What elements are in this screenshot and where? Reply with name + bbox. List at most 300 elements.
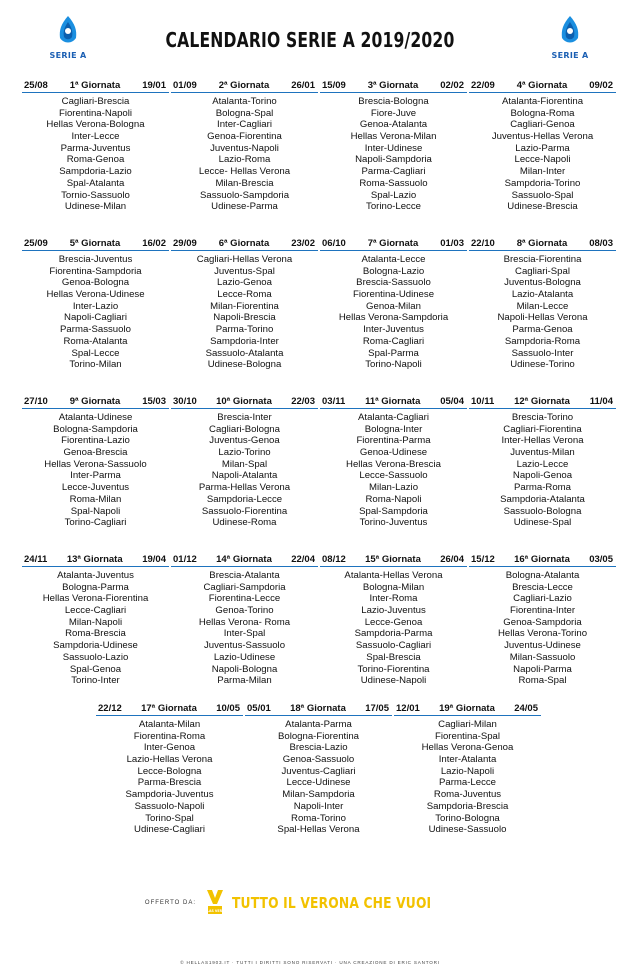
match-item: Genoa-Atalanta: [359, 119, 428, 131]
andata-date: 22/10: [471, 238, 495, 249]
match-item: Spal-Lazio: [370, 189, 417, 201]
match-item: Fiorentina-Spal: [434, 730, 501, 742]
match-item: Spal-Brescia: [366, 651, 421, 663]
match-item: Juventus-Napoli: [210, 142, 279, 154]
match-item: Udinese-Spal: [513, 517, 572, 529]
match-item: Atalanta-Hellas Verona: [344, 570, 443, 581]
match-item: Brescia-Inter: [217, 412, 272, 423]
match-item: Juventus-Cagliari: [281, 765, 356, 777]
match-item: Bologna-Fiorentina: [277, 730, 360, 742]
match-item: Hellas Verona-Fiorentina: [42, 593, 149, 605]
match-item: Torino-Milan: [69, 359, 122, 371]
round-block: [171, 80, 318, 218]
match-item: Torino-Spal: [145, 812, 194, 824]
match-item: Lecce-Napoli: [514, 154, 571, 166]
match-item: Spal-Atalanta: [66, 177, 125, 189]
match-item: Lazio-Juventus: [361, 605, 426, 617]
match-item: Milan-Brescia: [215, 177, 274, 189]
match-item: Inter-Roma: [369, 593, 418, 605]
round-header: [469, 396, 616, 409]
match-item: Brescia-Fiorentina: [503, 254, 582, 265]
match-item: Genoa-Udinese: [359, 447, 428, 459]
match-item: Brescia-Juventus: [58, 254, 133, 265]
round-header: [320, 554, 467, 567]
match-item: Torino-Napoli: [365, 359, 422, 371]
andata-date: 24/11: [24, 554, 48, 565]
match-item: Torino-Fiorentina: [357, 663, 430, 675]
match-item: Hellas Verona-Brescia: [346, 458, 441, 470]
match-item: Roma-Brescia: [65, 628, 126, 640]
match-item: Parma-Lecce: [438, 777, 497, 789]
round-name: 7ª Giornata: [367, 238, 419, 249]
match-item: Lazio-Roma: [218, 154, 271, 166]
match-item: Lazio-Napoli: [440, 765, 495, 777]
round-header: [469, 80, 616, 93]
match-item: Roma-Napoli: [365, 493, 422, 505]
ritorno-date: 10/05: [216, 703, 240, 714]
match-item: Udinese-Brescia: [507, 201, 578, 213]
match-item: Juventus-Hellas Verona: [491, 131, 594, 143]
round-name: 18ª Giornata: [290, 703, 346, 714]
match-item: Brescia-Atalanta: [209, 570, 280, 581]
page-title: CALENDARIO SERIE A 2019/2020: [165, 28, 455, 52]
match-item: Sampdoria-Udinese: [53, 640, 138, 652]
round-block: [320, 554, 467, 692]
rounds-last-row: [96, 703, 541, 836]
match-item: Sampdoria-Lazio: [59, 166, 132, 178]
round-name: 16ª Giornata: [514, 554, 570, 565]
match-item: Sampdoria-Juventus: [125, 789, 214, 801]
match-item: Hellas Verona-Torino: [497, 628, 588, 640]
match-item: Brescia-Bologna: [358, 96, 429, 107]
match-item: Torino-Inter: [71, 675, 120, 687]
round-name: 1ª Giornata: [69, 80, 121, 91]
round-header: [171, 396, 318, 409]
round-name: 10ª Giornata: [216, 396, 272, 407]
match-item: Brescia-Sassuolo: [356, 277, 431, 289]
ritorno-date: 15/03: [142, 396, 166, 407]
logo-text: SERIE A: [551, 51, 589, 60]
serie-a-logo-right: [548, 14, 592, 68]
round-block: [171, 396, 318, 534]
match-item: Genoa-Brescia: [63, 447, 128, 459]
match-item: Udinese-Napoli: [360, 675, 427, 687]
match-item: Juventus-Genoa: [209, 435, 280, 447]
round-name: 12ª Giornata: [514, 396, 570, 407]
round-block: [320, 238, 467, 376]
round-header: [22, 80, 169, 93]
round-block: [469, 80, 616, 218]
match-item: Cagliari-Sampdoria: [203, 581, 286, 593]
round-header: [22, 554, 169, 567]
round-header: [171, 80, 318, 93]
ritorno-date: 16/02: [142, 238, 166, 249]
round-header: [320, 396, 467, 409]
round-name: 17ª Giornata: [141, 703, 197, 714]
ritorno-date: 22/04: [291, 554, 315, 565]
match-item: Milan-Fiorentina: [210, 300, 279, 312]
match-item: Napoli-Atalanta: [211, 470, 278, 482]
match-item: Juventus-Milan: [510, 447, 575, 459]
round-block: [171, 238, 318, 376]
logo-text: SERIE A: [49, 51, 87, 60]
match-item: Spal-Napoli: [70, 505, 121, 517]
round-block: [469, 238, 616, 376]
match-item: Spal-Genoa: [69, 663, 122, 675]
match-list: [245, 719, 392, 836]
round-header: [22, 396, 169, 409]
ritorno-date: 09/02: [589, 80, 613, 91]
ritorno-date: 03/05: [589, 554, 613, 565]
round-block: [469, 554, 616, 692]
match-item: Cagliari-Milan: [438, 719, 497, 730]
match-list: [469, 96, 616, 213]
ritorno-date: 17/05: [365, 703, 389, 714]
match-list: [22, 96, 169, 213]
ritorno-date: 19/04: [142, 554, 166, 565]
match-item: Inter-Parma: [70, 470, 121, 482]
match-item: Parma-Torino: [215, 324, 274, 336]
match-item: Tornio-Sassuolo: [61, 189, 130, 201]
match-item: Lazio-Lecce: [516, 458, 569, 470]
match-item: Bologna-Inter: [364, 423, 423, 435]
match-item: Atalanta-Cagliari: [358, 412, 429, 423]
match-item: Roma-Atalanta: [63, 335, 128, 347]
round-header: [469, 554, 616, 567]
andata-date: 25/08: [24, 80, 48, 91]
match-item: Napoli-Inter: [293, 800, 344, 812]
match-item: Hellas Verona-Milan: [350, 131, 437, 143]
match-item: Hellas Verona- Roma: [198, 616, 291, 628]
match-item: Cagliari-Bologna: [209, 423, 280, 435]
match-item: Sassuolo-Napoli: [134, 800, 205, 812]
match-item: Inter-Cagliari: [217, 119, 272, 131]
andata-date: 01/12: [173, 554, 197, 565]
match-item: Inter-Juventus: [363, 324, 424, 336]
match-list: [171, 254, 318, 371]
match-item: Torino-Juventus: [359, 517, 428, 529]
round-header: [171, 238, 318, 251]
ritorno-date: 24/05: [514, 703, 538, 714]
round-name: 9ª Giornata: [69, 396, 121, 407]
round-header: [245, 703, 392, 716]
match-item: Fiorentina-Lecce: [208, 593, 281, 605]
match-item: Napoli-Sampdoria: [355, 154, 432, 166]
ritorno-date: 19/01: [142, 80, 166, 91]
match-item: Udinese-Roma: [212, 517, 277, 529]
match-item: Cagliari-Hellas Verona: [196, 254, 293, 265]
round-header: [469, 238, 616, 251]
ritorno-date: 08/03: [589, 238, 613, 249]
footer-credits: © HELLAS1903.IT · TUTTI I DIRITTI SONO RISERVATI · UNA CREAZIONE DI ERIC SANTORI: [180, 960, 440, 965]
match-item: Genoa-Torino: [215, 605, 274, 617]
match-item: Atalanta-Lecce: [361, 254, 426, 265]
match-item: Roma-Sassuolo: [359, 177, 428, 189]
match-item: Hellas Verona-Sassuolo: [44, 458, 147, 470]
match-item: Milan-Spal: [221, 458, 268, 470]
round-header: [394, 703, 541, 716]
match-item: Fiorentina-Roma: [133, 730, 206, 742]
match-item: Lecce-Udinese: [286, 777, 351, 789]
round-name: 11ª Giornata: [365, 396, 421, 407]
ritorno-date: 11/04: [589, 396, 613, 407]
match-item: Lazio-Torino: [218, 447, 271, 459]
match-item: Napoli-Parma: [513, 663, 572, 675]
match-item: Parma-Genoa: [512, 324, 573, 336]
match-item: Fiorentina-Inter: [509, 605, 576, 617]
round-block: [320, 396, 467, 534]
match-item: Milan-Lazio: [368, 482, 419, 494]
match-item: Genoa-Sampdoria: [503, 616, 582, 628]
andata-date: 30/10: [173, 396, 197, 407]
match-item: Milan-Inter: [519, 166, 566, 178]
match-list: [22, 412, 169, 529]
match-item: Juventus-Sassuolo: [203, 640, 286, 652]
match-item: Parma-Roma: [513, 482, 572, 494]
rounds-grid: [22, 80, 612, 692]
andata-date: 25/09: [24, 238, 48, 249]
match-item: Lazio-Atalanta: [511, 289, 574, 301]
match-item: Roma-Cagliari: [362, 335, 425, 347]
round-name: 8ª Giornata: [516, 238, 568, 249]
match-item: Bologna-Roma: [510, 107, 575, 119]
match-list: [469, 254, 616, 371]
match-item: Lazio-Genoa: [217, 277, 272, 289]
match-item: Sassuolo-Fiorentina: [201, 505, 288, 517]
match-item: Milan-Sampdoria: [282, 789, 355, 801]
andata-date: 08/12: [322, 554, 346, 565]
round-header: [320, 80, 467, 93]
match-item: Lazio-Hellas Verona: [126, 754, 213, 766]
match-item: Spal-Lecce: [71, 347, 120, 359]
match-list: [96, 719, 243, 836]
match-item: Inter-Genoa: [143, 742, 196, 754]
ritorno-date: 02/02: [440, 80, 464, 91]
match-item: Napoli-Genoa: [512, 470, 573, 482]
ritorno-date: 22/03: [291, 396, 315, 407]
match-item: Fiorentina-Lazio: [61, 435, 130, 447]
match-item: Sassuolo-Atalanta: [205, 347, 284, 359]
match-item: Inter-Udinese: [364, 142, 423, 154]
match-list: [320, 254, 467, 371]
match-item: Inter-Hellas Verona: [501, 435, 584, 447]
round-name: 6ª Giornata: [218, 238, 270, 249]
match-item: Udinese-Bologna: [207, 359, 282, 371]
match-item: Roma-Juventus: [433, 789, 502, 801]
match-list: [22, 570, 169, 687]
match-item: Lecce-Cagliari: [64, 605, 127, 617]
round-header: [96, 703, 243, 716]
match-item: Genoa-Fiorentina: [207, 131, 282, 143]
match-item: Roma-Genoa: [66, 154, 125, 166]
match-item: Fiorentina-Sampdoria: [49, 265, 142, 277]
round-block: [469, 396, 616, 534]
match-item: Napoli-Brescia: [213, 312, 276, 324]
match-item: Parma-Hellas Verona: [198, 482, 291, 494]
match-item: Roma-Milan: [69, 493, 122, 505]
ritorno-date: 26/04: [440, 554, 464, 565]
andata-date: 22/09: [471, 80, 495, 91]
match-list: [469, 570, 616, 687]
match-item: Spal-Parma: [368, 347, 419, 359]
match-item: Parma-Juventus: [60, 142, 131, 154]
match-item: Sampdoria-Inter: [210, 335, 279, 347]
match-item: Lazio-Udinese: [213, 651, 276, 663]
match-item: Sassuolo-Inter: [511, 347, 574, 359]
match-item: Cagliari-Fiorentina: [503, 423, 582, 435]
match-item: Genoa-Bologna: [61, 277, 130, 289]
match-item: Cagliari-Lazio: [513, 593, 572, 605]
match-item: Parma-Milan: [217, 675, 272, 687]
match-item: Fiorentina-Napoli: [58, 107, 133, 119]
match-item: Torino-Lecce: [366, 201, 421, 213]
match-item: Atalanta-Fiorentina: [501, 96, 584, 107]
match-item: Lecce- Hellas Verona: [198, 166, 291, 178]
round-name: 5ª Giornata: [69, 238, 121, 249]
match-item: Sampdoria-Torino: [504, 177, 581, 189]
match-item: Sampdoria-Brescia: [426, 800, 509, 812]
match-list: [320, 570, 467, 687]
match-item: Udinese-Milan: [64, 201, 127, 213]
round-block: [171, 554, 318, 692]
hellas-verona-logo-icon: [200, 888, 230, 918]
match-item: Inter-Lazio: [72, 300, 119, 312]
match-item: Roma-Spal: [518, 675, 567, 687]
andata-date: 01/09: [173, 80, 197, 91]
match-item: Sassuolo-Bologna: [503, 505, 582, 517]
match-item: Juventus-Udinese: [504, 640, 581, 652]
match-item: Sampdoria-Atalanta: [500, 493, 585, 505]
andata-date: 27/10: [24, 396, 48, 407]
round-block: [394, 703, 541, 836]
match-item: Milan-Sassuolo: [509, 651, 576, 663]
match-item: Bologna-Atalanta: [505, 570, 580, 581]
match-item: Inter-Atalanta: [438, 754, 497, 766]
match-item: Atalanta-Juventus: [57, 570, 134, 581]
andata-date: 10/11: [471, 396, 495, 407]
match-item: Udinese-Sassuolo: [428, 824, 507, 836]
match-item: Brescia-Lecce: [512, 581, 573, 593]
match-item: Genoa-Milan: [366, 300, 421, 312]
match-item: Parma-Cagliari: [361, 166, 426, 178]
andata-date: 15/09: [322, 80, 346, 91]
match-item: Lecce-Sassuolo: [359, 470, 428, 482]
match-item: Atalanta-Udinese: [58, 412, 133, 423]
round-header: [171, 554, 318, 567]
round-name: 14ª Giornata: [216, 554, 272, 565]
round-block: [22, 554, 169, 692]
ritorno-date: 26/01: [291, 80, 315, 91]
match-item: Udinese-Cagliari: [134, 824, 205, 836]
round-name: 15ª Giornata: [365, 554, 421, 565]
match-item: Hellas Verona-Genoa: [421, 742, 514, 754]
match-item: Bologna-Lazio: [362, 265, 425, 277]
match-list: [171, 96, 318, 213]
sponsor-slogan: TUTTO IL VERONA CHE VUOI: [232, 894, 432, 912]
match-item: Sampdoria-Lecce: [206, 493, 283, 505]
andata-date: 03/11: [322, 396, 346, 407]
round-block: [22, 80, 169, 218]
match-item: Bologna-Spal: [215, 107, 274, 119]
match-item: Lecce-Roma: [217, 289, 272, 301]
match-item: Fiorentina-Udinese: [352, 289, 435, 301]
ritorno-date: 01/03: [440, 238, 464, 249]
match-item: Lecce-Juventus: [61, 482, 130, 494]
match-item: Fiore-Juve: [370, 107, 417, 119]
match-item: Inter-Lecce: [71, 131, 120, 143]
match-item: Napoli-Hellas Verona: [497, 312, 588, 324]
match-item: Torino-Cagliari: [64, 517, 127, 529]
match-item: Sassuolo-Cagliari: [355, 640, 432, 652]
round-block: [245, 703, 392, 836]
sponsor-offered-by: OFFERTO DA:: [144, 900, 197, 906]
andata-date: 12/01: [396, 703, 420, 714]
andata-date: 06/10: [322, 238, 346, 249]
round-name: 4ª Giornata: [516, 80, 568, 91]
match-item: Atalanta-Parma: [285, 719, 352, 730]
andata-date: 22/12: [98, 703, 122, 714]
match-item: Bologna-Milan: [362, 581, 425, 593]
match-list: [394, 719, 541, 836]
round-header: [22, 238, 169, 251]
sponsor-brand-text: HELLAS VERONA: [200, 909, 230, 913]
andata-date: 29/09: [173, 238, 197, 249]
round-name: 19ª Giornata: [439, 703, 495, 714]
andata-date: 15/12: [471, 554, 495, 565]
match-item: Brescia-Lazio: [289, 742, 348, 754]
match-list: [171, 570, 318, 687]
match-item: Juventus-Spal: [214, 265, 275, 277]
match-item: Sassuolo-Spal: [511, 189, 574, 201]
match-list: [320, 96, 467, 213]
match-item: Hellas Verona-Udinese: [46, 289, 145, 301]
match-item: Lazio-Parma: [515, 142, 570, 154]
match-list: [171, 412, 318, 529]
match-item: Roma-Torino: [291, 812, 346, 824]
round-name: 13ª Giornata: [66, 554, 123, 565]
match-item: Parma-Brescia: [137, 777, 202, 789]
serie-a-logo-icon: [554, 14, 586, 50]
match-item: Atalanta-Milan: [138, 719, 201, 730]
match-item: Milan-Napoli: [68, 616, 123, 628]
match-item: Cagliari-Spal: [515, 265, 570, 277]
match-item: Spal-Sampdoria: [359, 505, 428, 517]
andata-date: 05/01: [247, 703, 271, 714]
round-block: [22, 396, 169, 534]
match-item: Parma-Sassuolo: [60, 324, 131, 336]
match-item: Udinese-Torino: [510, 359, 575, 371]
round-name: 2ª Giornata: [218, 80, 270, 91]
match-item: Napoli-Bologna: [211, 663, 278, 675]
sponsor-banner: [0, 888, 620, 918]
match-item: Cagliari-Brescia: [61, 96, 130, 107]
match-item: Sampdoria-Roma: [504, 335, 581, 347]
round-block: [320, 80, 467, 218]
match-item: Atalanta-Torino: [212, 96, 277, 107]
round-name: 3ª Giornata: [367, 80, 419, 91]
match-item: Lecce-Genoa: [364, 616, 423, 628]
ritorno-date: 05/04: [440, 396, 464, 407]
match-list: [469, 412, 616, 529]
match-item: Napoli-Cagliari: [64, 312, 127, 324]
match-item: Juventus-Bologna: [504, 277, 581, 289]
match-item: Hellas Verona-Bologna: [46, 119, 145, 131]
match-item: Bologna-Sampdoria: [53, 423, 138, 435]
ritorno-date: 23/02: [291, 238, 315, 249]
match-list: [320, 412, 467, 529]
match-item: Milan-Lecce: [516, 300, 569, 312]
match-item: Bologna-Parma: [62, 581, 129, 593]
